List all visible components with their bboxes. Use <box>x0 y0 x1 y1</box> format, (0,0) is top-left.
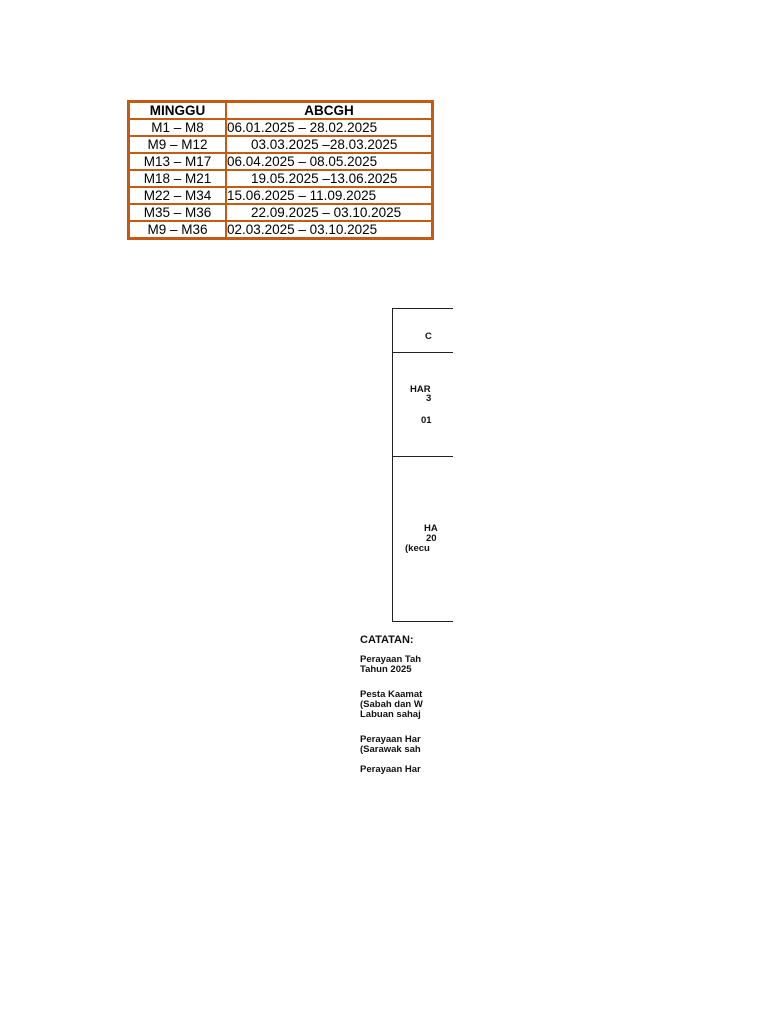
note-line: Perayaan Har <box>360 764 421 775</box>
week-cell: M22 – M34 <box>129 187 227 204</box>
fragment-table-border <box>392 308 453 622</box>
fragment-section1-line: 3 <box>426 393 432 404</box>
week-cell: M9 – M36 <box>129 221 227 239</box>
date-range-cell: 02.03.2025 – 03.10.2025 <box>226 221 432 239</box>
date-range-cell: 19.05.2025 –13.06.2025 <box>226 170 432 187</box>
fragment-divider <box>393 352 453 353</box>
date-range-cell: 03.03.2025 –28.03.2025 <box>226 136 432 153</box>
date-range-cell: 06.01.2025 – 28.02.2025 <box>226 119 432 136</box>
note-line: (Sarawak sah <box>360 744 421 755</box>
fragment-section2-line: HA <box>424 523 438 534</box>
week-cell: M13 – M17 <box>129 153 227 170</box>
week-cell: M35 – M36 <box>129 204 227 221</box>
week-cell: M18 – M21 <box>129 170 227 187</box>
note-line: (Sabah dan W <box>360 699 423 710</box>
fragment-section1-line: 01 <box>421 415 432 426</box>
fragment-section1-line: HAR <box>410 384 431 395</box>
cropped-calendar-fragment <box>358 308 438 778</box>
note-line: Perayaan Tah <box>360 654 422 665</box>
week-cell: M9 – M12 <box>129 136 227 153</box>
table-row <box>129 221 433 239</box>
table-row <box>129 170 433 187</box>
fragment-header-cell: C <box>425 331 432 342</box>
date-range-cell: 22.09.2025 – 03.10.2025 <box>226 204 432 221</box>
header-minggu: MINGGU <box>129 102 227 120</box>
fragment-section2-line: 20 <box>426 533 437 544</box>
note-line: Perayaan Har <box>360 734 421 745</box>
note-line: Labuan sahaj <box>360 709 421 720</box>
catatan-title: CATATAN: <box>360 634 414 646</box>
table-row <box>129 187 433 204</box>
fragment-section2-line: (kecu <box>405 543 430 554</box>
table-row <box>129 153 433 170</box>
week-cell: M1 – M8 <box>129 119 227 136</box>
date-range-cell: 15.06.2025 – 11.09.2025 <box>226 187 432 204</box>
date-range-cell: 06.04.2025 – 08.05.2025 <box>226 153 432 170</box>
note-line: Pesta Kaamat <box>360 689 423 700</box>
table-row <box>129 204 433 221</box>
table-row <box>129 119 433 136</box>
table-header-row <box>129 102 433 120</box>
week-schedule-table <box>127 100 434 240</box>
table-row <box>129 136 433 153</box>
fragment-divider <box>393 456 453 457</box>
header-abcgh: ABCGH <box>226 102 432 120</box>
note-line: Tahun 2025 <box>360 664 412 675</box>
